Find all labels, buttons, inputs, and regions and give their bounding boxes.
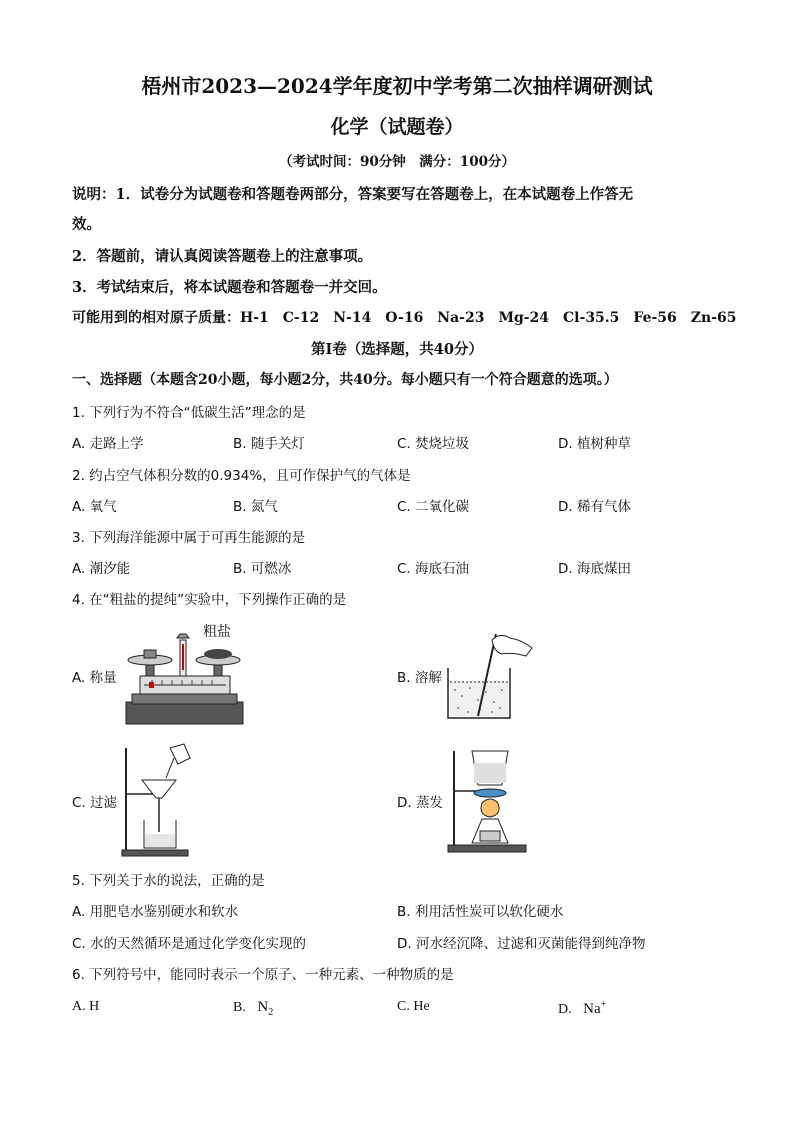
question-6-stem: 6. 下列符号中，能同时表示一个原子、一种元素、一种物质的是 — [72, 967, 454, 983]
balance-scale-figure — [122, 630, 247, 728]
q4-option-a[interactable]: A. 称量 — [72, 670, 117, 686]
q6-option-d[interactable] — [558, 999, 606, 1018]
q6-option-b-letter: B. — [233, 1000, 246, 1015]
page-subtitle: 化学（试题卷） — [330, 116, 464, 138]
q2-option-d[interactable]: D. 稀有气体 — [558, 499, 631, 515]
q5-option-c[interactable]: C. 水的天然循环是通过化学变化实现的 — [72, 936, 307, 952]
q1-option-c[interactable]: C. 焚烧垃圾 — [397, 436, 470, 452]
q5-option-a[interactable]: A. 用肥皂水鉴别硬水和软水 — [72, 904, 239, 920]
q5-option-b[interactable]: B. 利用活性炭可以软化硬水 — [397, 904, 564, 920]
q3-option-a[interactable]: A. 潮汐能 — [72, 561, 131, 577]
q4-option-b[interactable]: B. 溶解 — [397, 670, 442, 686]
q2-option-c[interactable]: C. 二氧化碳 — [397, 499, 470, 515]
question-3-stem: 3. 下列海洋能源中属于可再生能源的是 — [72, 530, 306, 546]
part-heading: 第Ⅰ卷（选择题，共40分） — [311, 341, 483, 358]
q3-option-d[interactable]: D. 海底煤田 — [558, 561, 631, 577]
exam-info: （考试时间：90分钟 满分：100分） — [279, 154, 515, 170]
evaporation-figure — [446, 745, 530, 855]
q6-option-d-letter: D. — [558, 1002, 572, 1017]
q3-option-c[interactable]: C. 海底石油 — [397, 561, 470, 577]
q1-option-d[interactable]: D. 植树种草 — [558, 436, 631, 452]
question-5-stem: 5. 下列关于水的说法，正确的是 — [72, 873, 265, 889]
q6-option-a[interactable]: A. H — [72, 999, 100, 1014]
q5-option-d[interactable]: D. 河水经沉降、过滤和灭菌能得到纯净物 — [397, 936, 646, 952]
q4-option-c[interactable]: C. 过滤 — [72, 795, 118, 811]
instruction-line-1-cont: 效。 — [72, 216, 101, 233]
section-heading: 一、选择题（本题含20小题，每小题2分，共40分。每小题只有一个符合题意的选项。） — [72, 372, 618, 388]
question-1-stem: 1. 下列行为不符合“低碳生活”理念的是 — [72, 405, 306, 421]
q2-option-a[interactable]: A. 氧气 — [72, 499, 117, 515]
q6-option-c[interactable]: C. He — [397, 999, 430, 1014]
dissolving-figure — [440, 630, 540, 722]
formula-subscript: 2 — [268, 1007, 274, 1018]
sodium-ion-formula — [583, 1001, 606, 1017]
q3-option-b[interactable]: B. 可燃冰 — [233, 561, 292, 577]
coarse-salt-label: 粗盐 — [203, 624, 231, 640]
q1-option-a[interactable]: A. 走路上学 — [72, 436, 144, 452]
filtration-figure — [118, 740, 198, 860]
question-4-stem: 4. 在“粗盐的提纯”实验中，下列操作正确的是 — [72, 592, 347, 608]
instruction-line-1: 说明：1．试卷分为试题卷和答题卷两部分，答案要写在答题卷上，在本试题卷上作答无 — [72, 186, 634, 203]
instruction-line-3: 3．考试结束后，将本试题卷和答题卷一并交回。 — [72, 279, 387, 296]
q6-option-b[interactable] — [233, 999, 273, 1018]
page-title: 梧州市2023—2024学年度初中学考第二次抽样调研测试 — [141, 74, 653, 98]
formula-superscript: + — [600, 999, 607, 1010]
formula-base: N — [257, 999, 269, 1015]
q2-option-b[interactable]: B. 氮气 — [233, 499, 278, 515]
instruction-line-2: 2．答题前，请认真阅读答题卷上的注意事项。 — [72, 248, 373, 265]
formula-base: Na — [583, 1001, 601, 1017]
q4-option-d[interactable]: D. 蒸发 — [397, 795, 443, 811]
nitrogen-formula — [257, 999, 274, 1018]
atomic-masses: 可能用到的相对原子质量：H-1 C-12 N-14 O-16 Na-23 Mg-24 Cl-35.5 Fe-56 Zn-65 — [72, 310, 737, 326]
question-2-stem: 2. 约占空气体积分数的0.934%，且可作保护气的气体是 — [72, 468, 411, 484]
q1-option-b[interactable]: B. 随手关灯 — [233, 436, 305, 452]
